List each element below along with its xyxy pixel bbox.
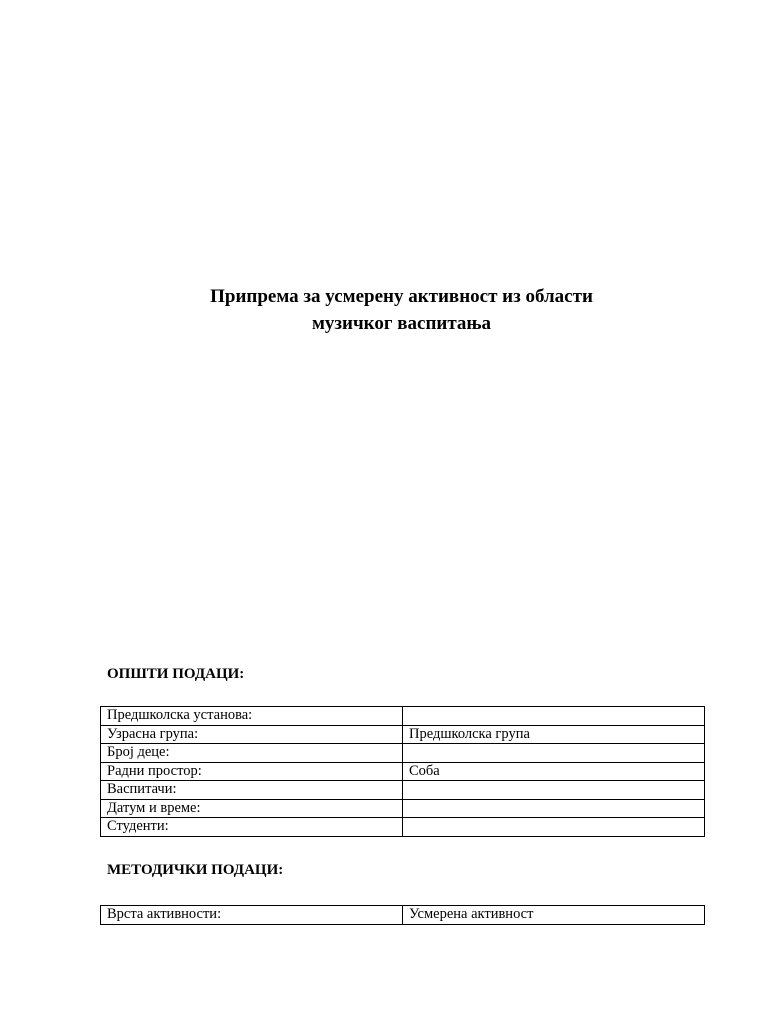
table-row [101,781,705,800]
general-data-heading: ОПШТИ ПОДАЦИ: [107,666,245,682]
methodical-data-table [100,905,705,925]
row-label: Радни простор: [101,762,403,781]
title-line-2: музичког васпитања [311,313,492,334]
title-line-1: Припрема за усмерену активност из области [210,286,593,307]
row-value[interactable] [403,818,705,837]
row-value[interactable]: Предшколска група [403,725,705,744]
row-value[interactable]: Усмерена активност [403,906,705,925]
table-row [101,818,705,837]
row-label: Васпитачи: [101,781,403,800]
table-row [101,906,705,925]
row-value[interactable] [403,744,705,763]
row-label: Врста активности: [101,906,403,925]
table-row [101,725,705,744]
document-title [0,283,768,337]
table-row [101,762,705,781]
row-label: Узрасна група: [101,725,403,744]
row-label: Број деце: [101,744,403,763]
row-value[interactable]: Соба [403,762,705,781]
table-row [101,744,705,763]
row-label: Предшколска установа: [101,707,403,726]
row-value[interactable] [403,799,705,818]
row-label: Студенти: [101,818,403,837]
general-data-table [100,706,705,837]
methodical-data-heading: МЕТОДИЧКИ ПОДАЦИ: [107,862,284,878]
table-row [101,707,705,726]
row-label: Датум и време: [101,799,403,818]
row-value[interactable] [403,707,705,726]
table-row [101,799,705,818]
row-value[interactable] [403,781,705,800]
